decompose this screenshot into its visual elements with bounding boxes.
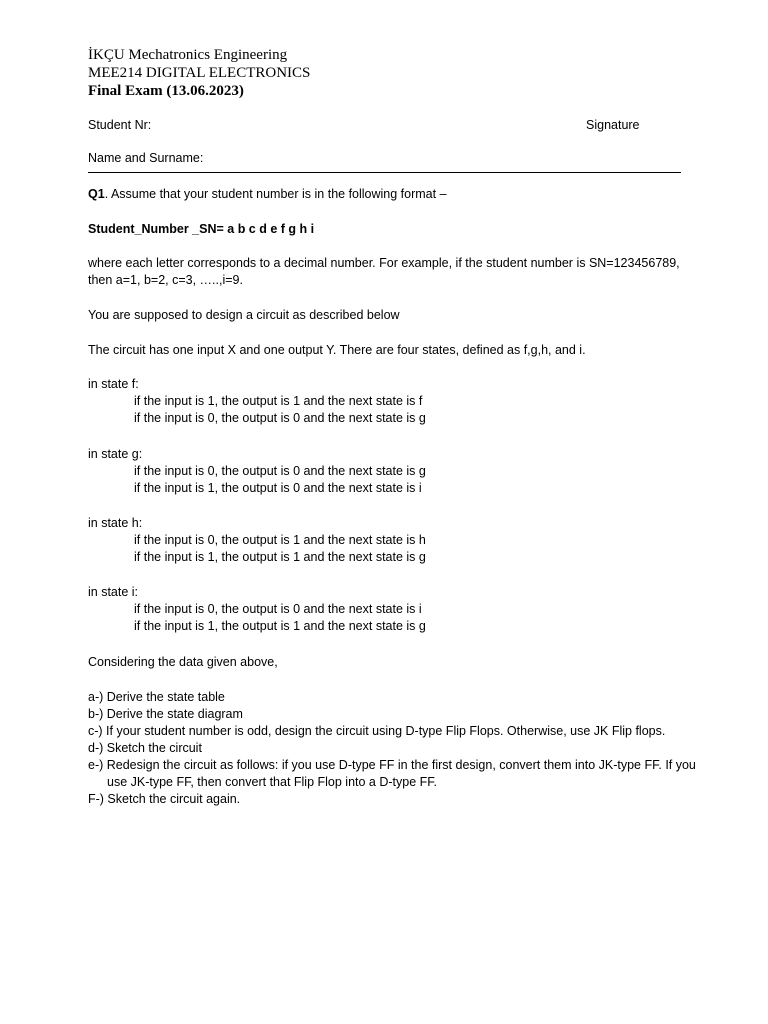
state-title: in state g: xyxy=(88,447,143,461)
state-rule: if the input is 1, the output is 0 and the next state is i xyxy=(134,481,422,495)
state-rule: if the input is 0, the output is 0 and the next state is g xyxy=(134,411,426,425)
circuit-description: The circuit has one input X and one output Y. There are four states, defined as f,g,h, and i. xyxy=(88,343,586,357)
task-item: c-) If your student number is odd, design the circuit using D-type Flip Flops. Otherwise, use JK Flip flops. xyxy=(88,724,666,738)
state-rule: if the input is 0, the output is 1 and the next state is h xyxy=(134,533,426,547)
task-item: e-) Redesign the circuit as follows: if you use D-type FF in the first design, convert them into JK-type FF. If you use JK-type FF, then convert that Flip Flop into a D-type FF. xyxy=(88,758,696,789)
task-item: b-) Derive the state diagram xyxy=(88,707,243,721)
explain-line-2: then a=1, b=2, c=3, …..,i=9. xyxy=(88,273,243,287)
state-title: in state h: xyxy=(88,516,143,530)
state-rule: if the input is 0, the output is 0 and the next state is i xyxy=(134,602,422,616)
explain-line-1: where each letter corresponds to a decimal number. For example, if the student number is SN=123456789, xyxy=(88,256,680,270)
design-intro: You are supposed to design a circuit as described below xyxy=(88,308,400,322)
exam-title: Final Exam (13.06.2023) xyxy=(88,83,244,99)
institution-name: İKÇU Mechatronics Engineering xyxy=(88,47,288,63)
task-item: a-) Derive the state table xyxy=(88,690,225,704)
header-divider xyxy=(88,172,681,173)
state-title: in state f: xyxy=(88,377,139,391)
q1-intro-text: . Assume that your student number is in the following format – xyxy=(104,187,447,201)
task-item: d-) Sketch the circuit xyxy=(88,741,202,755)
state-rule: if the input is 0, the output is 0 and the next state is g xyxy=(134,464,426,478)
q1-label: Q1 xyxy=(88,187,105,201)
state-block-h xyxy=(88,515,688,566)
q1-intro xyxy=(88,186,447,203)
state-block-g xyxy=(88,446,688,497)
course-title: MEE214 DIGITAL ELECTRONICS xyxy=(88,65,311,81)
student-nr-label: Student Nr: xyxy=(88,118,152,132)
name-surname-label: Name and Surname: xyxy=(88,151,204,165)
task-item: F-) Sketch the circuit again. xyxy=(88,792,241,806)
state-rule: if the input is 1, the output is 1 and the next state is f xyxy=(134,394,423,408)
considering-text: Considering the data given above, xyxy=(88,655,278,669)
state-block-f xyxy=(88,376,688,427)
state-title: in state i: xyxy=(88,585,139,599)
task-list xyxy=(88,689,696,808)
student-number-format: Student_Number _SN= a b c d e f g h i xyxy=(88,222,315,236)
state-rule: if the input is 1, the output is 1 and the next state is g xyxy=(134,619,426,633)
state-rule: if the input is 1, the output is 1 and the next state is g xyxy=(134,550,426,564)
signature-label: Signature xyxy=(586,118,640,132)
state-block-i xyxy=(88,584,688,635)
